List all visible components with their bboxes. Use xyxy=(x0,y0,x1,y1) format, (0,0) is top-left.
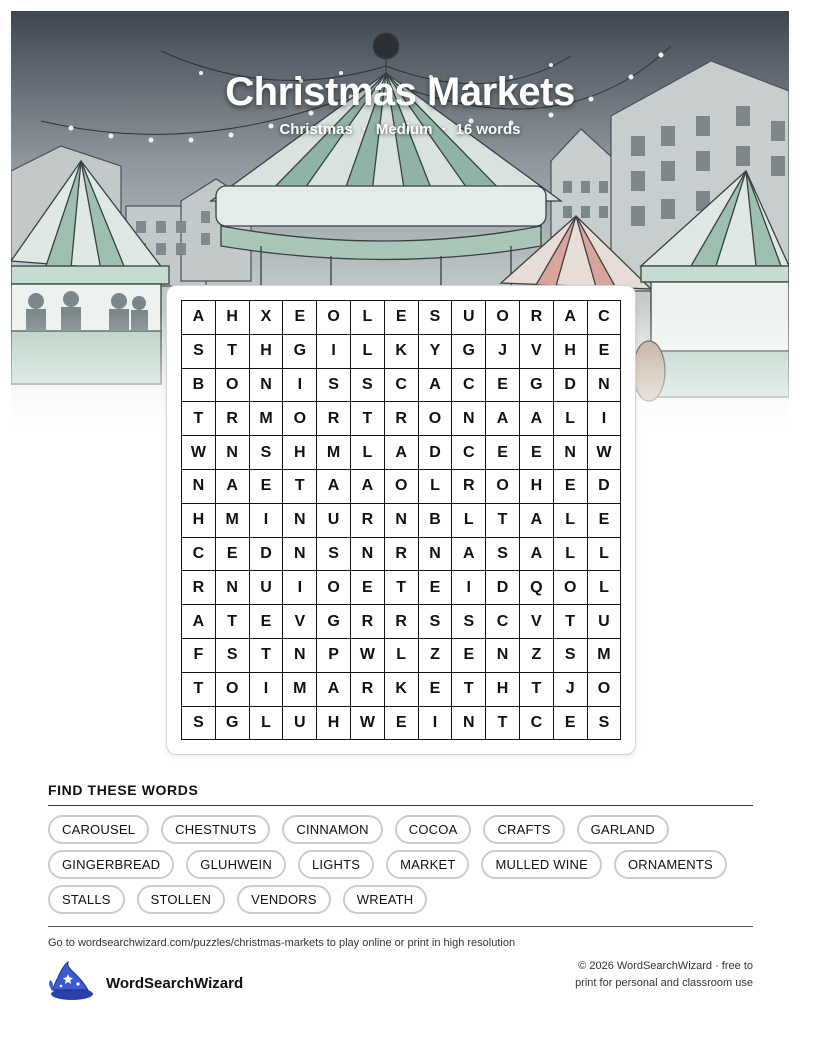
grid-cell: U xyxy=(452,301,486,335)
grid-cell: N xyxy=(216,571,250,605)
grid-cell: A xyxy=(520,504,554,538)
grid-cell: I xyxy=(317,335,351,369)
grid-cell: L xyxy=(554,538,588,572)
grid-cell: R xyxy=(351,504,385,538)
grid-cell: T xyxy=(486,504,520,538)
separator-dot: · xyxy=(441,121,447,138)
grid-cell: L xyxy=(554,504,588,538)
grid-cell: A xyxy=(486,402,520,436)
word-pill: MARKET xyxy=(386,850,469,879)
grid-cell: C xyxy=(452,369,486,403)
grid-cell: U xyxy=(317,504,351,538)
brand-name: WordSearchWizard xyxy=(106,974,244,992)
grid-cell: S xyxy=(216,639,250,673)
grid-cell: E xyxy=(588,335,622,369)
puzzle-category: Christmas xyxy=(279,121,353,138)
grid-cell: N xyxy=(588,369,622,403)
word-pill: CAROUSEL xyxy=(48,815,149,844)
grid-cell: S xyxy=(419,301,453,335)
grid-cell: R xyxy=(216,402,250,436)
grid-cell: S xyxy=(317,538,351,572)
grid-cell: A xyxy=(317,470,351,504)
grid-cell: L xyxy=(554,402,588,436)
grid-cell: H xyxy=(554,335,588,369)
grid-cell: W xyxy=(351,707,385,741)
wizard-hat-icon xyxy=(48,960,94,1007)
grid-cell: C xyxy=(520,707,554,741)
grid-cell: V xyxy=(520,605,554,639)
grid-cell: T xyxy=(216,335,250,369)
grid-cell: L xyxy=(385,639,419,673)
grid-cell: A xyxy=(317,673,351,707)
word-pill: COCOA xyxy=(395,815,472,844)
grid-cell: T xyxy=(452,673,486,707)
copyright: © 2026 WordSearchWizard · free to print for personal and classroom use xyxy=(575,960,753,989)
grid-cell: M xyxy=(317,436,351,470)
grid-cell: U xyxy=(250,571,284,605)
grid-cell: C xyxy=(182,538,216,572)
grid-cell: B xyxy=(419,504,453,538)
grid-cell: X xyxy=(250,301,284,335)
grid-cell: I xyxy=(250,504,284,538)
puzzle-meta xyxy=(11,121,789,138)
grid-cell: N xyxy=(452,707,486,741)
grid-cell: I xyxy=(419,707,453,741)
grid-cell: I xyxy=(588,402,622,436)
grid-cell: N xyxy=(283,538,317,572)
grid-cell: O xyxy=(588,673,622,707)
word-pill: STALLS xyxy=(48,885,125,914)
grid-cell: O xyxy=(385,470,419,504)
grid-cell: L xyxy=(452,504,486,538)
grid-cell: T xyxy=(520,673,554,707)
grid-cell: O xyxy=(283,402,317,436)
grid-cell: E xyxy=(283,301,317,335)
grid-cell: N xyxy=(250,369,284,403)
grid-cell: G xyxy=(216,707,250,741)
grid-cell: T xyxy=(250,639,284,673)
grid-cell: L xyxy=(588,571,622,605)
grid-cell: W xyxy=(182,436,216,470)
grid-cell: J xyxy=(554,673,588,707)
grid-cell: N xyxy=(385,504,419,538)
grid-cell: H xyxy=(283,436,317,470)
brand xyxy=(48,962,243,1004)
grid-cell: R xyxy=(351,673,385,707)
grid-cell: S xyxy=(419,605,453,639)
grid-cell: N xyxy=(283,639,317,673)
grid-cell: S xyxy=(554,639,588,673)
grid-cell: Z xyxy=(520,639,554,673)
grid-cell: T xyxy=(182,673,216,707)
puzzle-title: Christmas Markets xyxy=(225,70,575,114)
grid-cell: G xyxy=(520,369,554,403)
word-pill: STOLLEN xyxy=(137,885,225,914)
grid-cell: N xyxy=(554,436,588,470)
grid-cell: A xyxy=(419,369,453,403)
grid-cell: L xyxy=(588,538,622,572)
word-pill: ORNAMENTS xyxy=(614,850,727,879)
grid-cell: E xyxy=(520,436,554,470)
grid-cell: Q xyxy=(520,571,554,605)
grid-cell: N xyxy=(216,436,250,470)
grid-cell: R xyxy=(317,402,351,436)
grid-cell: S xyxy=(588,707,622,741)
grid-cell: J xyxy=(486,335,520,369)
grid-cell: R xyxy=(351,605,385,639)
grid-cell: D xyxy=(419,436,453,470)
grid-cell: E xyxy=(250,605,284,639)
word-list xyxy=(48,815,758,914)
grid-cell: M xyxy=(283,673,317,707)
puzzle-word-count: 16 words xyxy=(455,121,521,138)
grid-cell: R xyxy=(385,402,419,436)
grid-cell: H xyxy=(520,470,554,504)
grid-cell: N xyxy=(351,538,385,572)
grid-cell: E xyxy=(588,504,622,538)
grid-cell: C xyxy=(588,301,622,335)
puzzle-difficulty: Medium xyxy=(375,121,433,138)
grid-cell: A xyxy=(351,470,385,504)
grid-cell: W xyxy=(351,639,385,673)
word-pill: CRAFTS xyxy=(483,815,564,844)
grid-cell: N xyxy=(452,402,486,436)
grid-cell: S xyxy=(182,707,216,741)
grid-cell: E xyxy=(486,369,520,403)
grid-cell: W xyxy=(588,436,622,470)
grid-cell: S xyxy=(317,369,351,403)
grid-cell: C xyxy=(385,369,419,403)
grid-cell: N xyxy=(486,639,520,673)
word-pill: GARLAND xyxy=(577,815,669,844)
grid-cell: A xyxy=(385,436,419,470)
word-pill: LIGHTS xyxy=(298,850,374,879)
grid-cell: C xyxy=(452,436,486,470)
word-pill: WREATH xyxy=(343,885,428,914)
grid-cell: E xyxy=(216,538,250,572)
grid-cell: E xyxy=(554,470,588,504)
grid-cell: T xyxy=(554,605,588,639)
grid-cell: N xyxy=(419,538,453,572)
grid-cell: O xyxy=(317,301,351,335)
grid-cell: V xyxy=(520,335,554,369)
grid-cell: M xyxy=(250,402,284,436)
grid-cell: H xyxy=(486,673,520,707)
grid-cell: E xyxy=(554,707,588,741)
grid-cell: O xyxy=(554,571,588,605)
grid-cell: E xyxy=(419,673,453,707)
grid-cell: O xyxy=(419,402,453,436)
word-pill: GLUHWEIN xyxy=(186,850,286,879)
grid-cell: O xyxy=(216,369,250,403)
word-pill: CINNAMON xyxy=(282,815,382,844)
grid-cell: E xyxy=(486,436,520,470)
grid-cell: H xyxy=(182,504,216,538)
grid-cell: D xyxy=(554,369,588,403)
divider xyxy=(48,805,753,806)
grid-cell: D xyxy=(588,470,622,504)
grid-cell: T xyxy=(216,605,250,639)
grid-cell: P xyxy=(317,639,351,673)
grid-cell: R xyxy=(182,571,216,605)
separator-dot: · xyxy=(361,121,367,138)
grid-cell: M xyxy=(216,504,250,538)
grid-cell: S xyxy=(486,538,520,572)
grid-cell: A xyxy=(216,470,250,504)
grid-cell: K xyxy=(385,335,419,369)
grid-cell: I xyxy=(283,369,317,403)
grid-cell: U xyxy=(283,707,317,741)
grid-cell: E xyxy=(419,571,453,605)
grid-cell: A xyxy=(452,538,486,572)
grid-cell: D xyxy=(486,571,520,605)
grid-cell: A xyxy=(520,538,554,572)
word-pill: MULLED WINE xyxy=(481,850,602,879)
grid-cell: T xyxy=(182,402,216,436)
grid-cell: L xyxy=(351,335,385,369)
grid-cell: R xyxy=(385,605,419,639)
grid-cell: V xyxy=(283,605,317,639)
grid-cell: L xyxy=(351,301,385,335)
grid-cell: H xyxy=(216,301,250,335)
grid-cell: I xyxy=(250,673,284,707)
title-block xyxy=(11,70,789,138)
grid-cell: Y xyxy=(419,335,453,369)
grid-cell: S xyxy=(452,605,486,639)
grid-cell: S xyxy=(182,335,216,369)
word-pill: VENDORS xyxy=(237,885,331,914)
grid-cell: T xyxy=(385,571,419,605)
grid-cell: O xyxy=(486,470,520,504)
grid-cell: T xyxy=(486,707,520,741)
grid-cell: S xyxy=(250,436,284,470)
grid-cell: A xyxy=(182,605,216,639)
grid-cell: R xyxy=(452,470,486,504)
grid-cell: G xyxy=(317,605,351,639)
grid-cell: A xyxy=(554,301,588,335)
footer-note: Go to wordsearchwizard.com/puzzles/christmas-markets to play online or print in high resolution xyxy=(48,937,516,949)
grid-cell: O xyxy=(216,673,250,707)
grid-cell: E xyxy=(351,571,385,605)
grid-cell: G xyxy=(283,335,317,369)
grid-cell: N xyxy=(182,470,216,504)
word-pill: GINGERBREAD xyxy=(48,850,174,879)
grid-cell: I xyxy=(283,571,317,605)
grid-cell: T xyxy=(351,402,385,436)
grid-cell: N xyxy=(283,504,317,538)
grid-cell: O xyxy=(317,571,351,605)
grid-cell: U xyxy=(588,605,622,639)
word-list-heading: FIND THESE WORDS xyxy=(48,782,199,798)
grid-cell: H xyxy=(250,335,284,369)
grid-cell: E xyxy=(452,639,486,673)
grid-cell: L xyxy=(419,470,453,504)
grid-cell: B xyxy=(182,369,216,403)
grid-cell: Z xyxy=(419,639,453,673)
grid-cell: F xyxy=(182,639,216,673)
grid-cell: D xyxy=(250,538,284,572)
grid-cell: M xyxy=(588,639,622,673)
grid-cell: R xyxy=(385,538,419,572)
grid-cell: R xyxy=(520,301,554,335)
grid-cell: L xyxy=(351,436,385,470)
word-pill: CHESTNUTS xyxy=(161,815,270,844)
grid-cell: O xyxy=(486,301,520,335)
grid-cell: S xyxy=(351,369,385,403)
grid-cell: G xyxy=(452,335,486,369)
grid-cell: E xyxy=(385,707,419,741)
letter-grid xyxy=(181,300,621,740)
divider xyxy=(48,926,753,927)
grid-cell: H xyxy=(317,707,351,741)
puzzle-card xyxy=(166,285,636,755)
grid-cell: E xyxy=(250,470,284,504)
grid-cell: T xyxy=(283,470,317,504)
grid-cell: E xyxy=(385,301,419,335)
grid-cell: K xyxy=(385,673,419,707)
grid-cell: C xyxy=(486,605,520,639)
grid-cell: L xyxy=(250,707,284,741)
grid-cell: A xyxy=(182,301,216,335)
grid-cell: I xyxy=(452,571,486,605)
grid-cell: A xyxy=(520,402,554,436)
